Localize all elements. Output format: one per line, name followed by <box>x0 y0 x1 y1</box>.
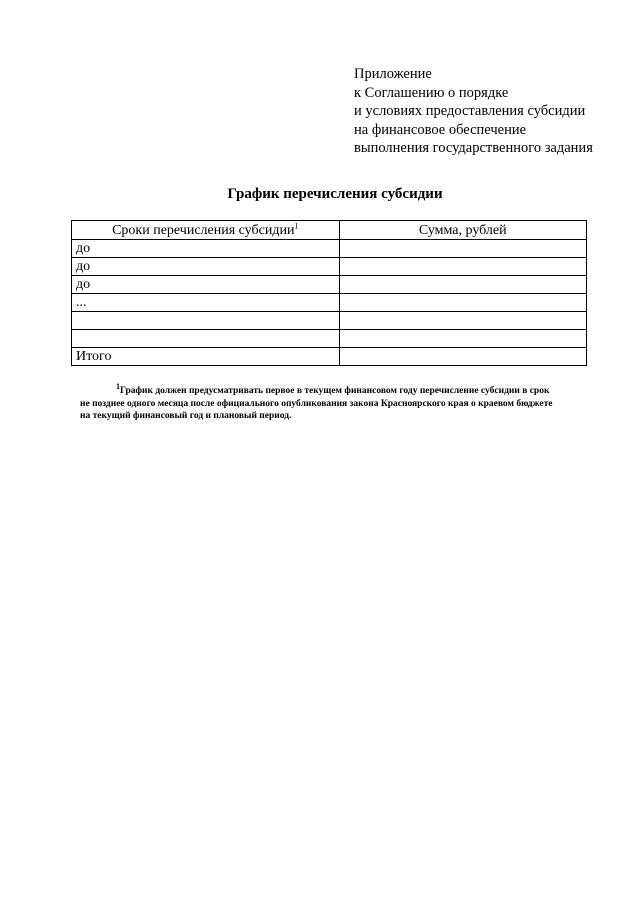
footnote-line-2: не позднее одного месяца после официального опубликования закона Красноярского края о краевом бюджете <box>80 398 553 409</box>
appendix-block <box>354 65 593 158</box>
term-cell <box>72 312 340 330</box>
appendix-line: и условиях предоставления субсидии <box>354 103 586 119</box>
schedule-table <box>71 220 587 366</box>
term-cell: до <box>72 258 340 276</box>
term-cell <box>72 330 340 348</box>
table-row <box>72 276 587 294</box>
table-row <box>72 258 587 276</box>
amount-cell <box>339 294 586 312</box>
amount-cell <box>339 276 586 294</box>
appendix-line: выполнения государственного задания <box>354 140 593 156</box>
header-terms-label: Сроки перечисления субсидии <box>112 223 295 238</box>
header-amount: Сумма, рублей <box>339 221 586 240</box>
header-terms <box>72 221 340 240</box>
amount-cell <box>339 258 586 276</box>
table-row <box>72 294 587 312</box>
table-row <box>72 330 587 348</box>
appendix-line: к Соглашению о порядке <box>354 84 509 101</box>
footnote-mark: 1 <box>116 381 120 391</box>
total-label-cell: Итого <box>72 348 340 366</box>
footnote-line-3: на текущий финансовый год и плановый период. <box>80 411 292 421</box>
table-row <box>72 312 587 330</box>
footnote <box>80 381 590 423</box>
footnote-line-1 <box>80 381 590 398</box>
table-row <box>72 240 587 258</box>
appendix-line: на финансовое обеспечение <box>354 121 527 138</box>
amount-cell <box>339 330 586 348</box>
table-total-row <box>72 348 587 366</box>
term-cell: до <box>72 240 340 258</box>
footnote-mark: 1 <box>294 221 299 231</box>
term-cell: до <box>72 276 340 294</box>
term-cell: ... <box>72 294 340 312</box>
appendix-line: Приложение <box>354 66 432 82</box>
total-amount-cell <box>339 348 586 366</box>
footnote-text: График должен предусматривать первое в текущем финансовом году перечисление субсидии в срок <box>120 386 550 396</box>
amount-cell <box>339 312 586 330</box>
table-header-row <box>72 221 587 240</box>
document-title: График перечисления субсидии <box>227 186 443 202</box>
amount-cell <box>339 240 586 258</box>
